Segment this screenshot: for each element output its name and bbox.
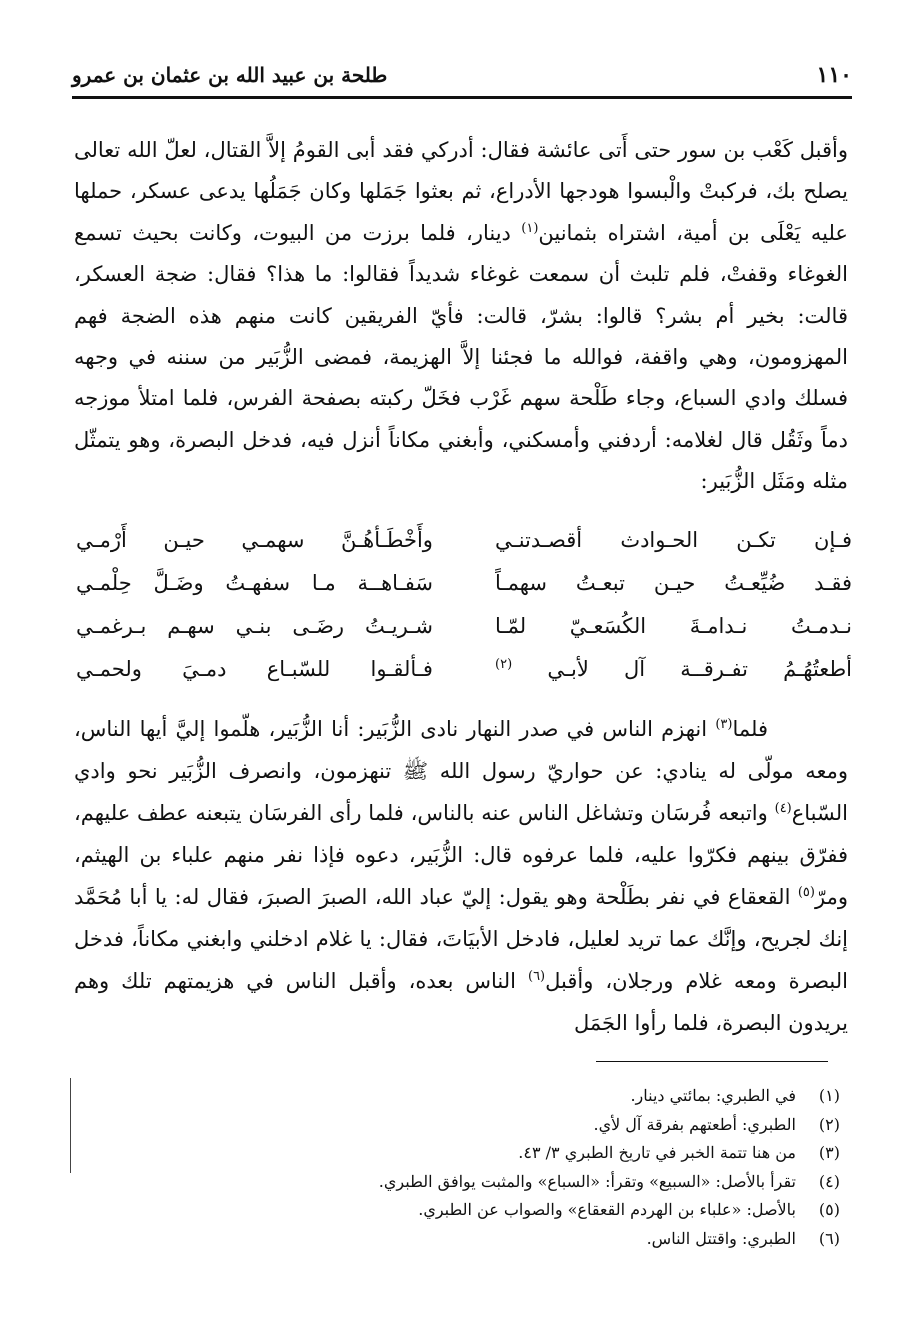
footnote-marker[interactable]: (٤)	[774, 801, 792, 816]
verse-row	[76, 561, 852, 604]
verse-text: أطعتُهُـمُ تفـرقــة آل لأبـي	[547, 656, 852, 681]
footnote-marker[interactable]: (٣)	[715, 717, 733, 732]
verse-first-hemistich	[495, 657, 852, 681]
text-line: وأقبل كَعْب بن سور حتى أَتى عائشة فقال: أدركي فقد أبى القومُ إلاَّ القتال، لعلّ الله	[127, 138, 848, 162]
text-line: فقال: ضجة العسكر، قالت: بخير أم بشر؟ قالوا: بشرّ، قالت: فأيّ الفريقين كانت	[74, 262, 848, 328]
page-header	[72, 58, 852, 92]
verse-second-hemistich: فـألقـوا للسّبـاع دمـيَ ولحمـي	[76, 656, 433, 681]
verse-second-hemistich: سَفـاهــة مـا سفهـتُ وضَـلَّ حِلْمـي	[76, 570, 433, 595]
text-line: الزُّبَير من سننه في وجهه فسلك وادي السباع، وجاء طَلْحة سهم غَرْب فخَلّ ركبته	[74, 345, 848, 411]
footnote-text: من هنا تتمة الخبر في تاريخ الطبري ٣/ ٤٣.	[518, 1143, 796, 1162]
main-paragraph	[74, 130, 848, 503]
text-line: علباء بن الهيثم، ومرّ	[74, 843, 848, 909]
footnote-text: الطبري: واقتتل الناس.	[646, 1228, 796, 1248]
text-line: تعالى يصلح بك، فركبتْ والْبسوا هودجها الأدراع، ثم بعثوا جَمَلها وكان جَمَلُها يدعى	[74, 138, 848, 204]
footnote-item	[80, 1225, 840, 1254]
footnote-number: (٣)	[818, 1143, 840, 1162]
second-paragraph	[74, 708, 848, 1044]
text-line: مكاناً أنزل فيه، فدخل البصرة، وهو يتمثّل مثله ومَثَل الزُّبَير:	[74, 427, 848, 494]
verse-second-hemistich: شـريـتُ رضَـى بنـي سهـم بـرغمـي	[76, 613, 433, 638]
verse-second-hemistich: وأَخْطَـأهُـنَّ سهمـي حيـن أَرْمـي	[76, 527, 433, 552]
text-line: فلما	[732, 717, 768, 741]
footnote-item	[80, 1111, 840, 1140]
page-number: ١١٠	[816, 62, 852, 88]
verse-first-hemistich: فقـد ضُيِّعـتُ حيـن تبعـتُ سهمـاً	[495, 570, 852, 595]
footnote-text: في الطبري: بمائتي دينار.	[630, 1086, 796, 1105]
footnote-number: (٥)	[818, 1200, 840, 1219]
text-line: بصفحة الفرس، فلما امتلأ موزجه دماً وثَقُل قال لغلامه: أردفني وأمسكني، وأبغني	[74, 386, 848, 452]
footnote-number: (١)	[818, 1086, 840, 1105]
footnote-item	[80, 1168, 840, 1197]
poem-verses	[76, 518, 852, 690]
verse-row	[76, 604, 852, 647]
verse-first-hemistich: فـإن تكـن الحـوادث أقصـدتنـي	[495, 527, 852, 552]
footnote-text: الطبري: أطعتهم بفرقة آل لأي.	[593, 1114, 796, 1134]
verse-row	[76, 518, 852, 561]
footnote-marker[interactable]: (٢)	[495, 656, 513, 672]
margin-mark	[70, 1078, 71, 1173]
footnote-marker[interactable]: (٦)	[527, 969, 546, 984]
footnote-item	[80, 1139, 840, 1168]
verse-first-hemistich: نـدمـتُ نـدامـةَ الكُسَعـيّ لمّـا	[495, 613, 852, 638]
text-line: واتبعه فُرسَان وتشاغل الناس عنه بالناس، فلما رأى الفرسَان يتبعنه	[195, 801, 768, 825]
footnotes	[80, 1082, 840, 1253]
footnote-number: (٤)	[818, 1171, 840, 1191]
footnote-item	[80, 1082, 840, 1111]
footnote-item	[80, 1196, 840, 1225]
text-line: فقال: يا غلام ادخلني وابغني مكاناً، فدخل البصرة ومعه غلام ورجلان، وأقبل	[74, 927, 848, 993]
running-title: طلحة بن عبيد الله بن عثمان بن عمرو	[72, 63, 388, 87]
verse-row	[76, 647, 852, 690]
footnote-number: (٢)	[818, 1114, 840, 1134]
footnote-marker[interactable]: (٥)	[797, 885, 815, 900]
text-line: انهزم الناس في صدر النهار نادى الزُّبَير: أنا الزُّبَير، هلّموا إليَّ أيها	[139, 717, 708, 741]
footnote-marker[interactable]: (١)	[521, 220, 539, 236]
text-line: القعقاع في نفر بطَلْحة وهو يقول: إليّ عباد الله، الصبرَ	[319, 885, 791, 909]
footnote-text: بالأصل: «علباء بن الهردم القعقاع» والصواب عن الطبري.	[418, 1200, 796, 1219]
text-line: الناس بعده، وأقبل الناس في هزيمتهم تلك وهم يريدون البصرة، فلما رأوا الجَمَل	[74, 969, 848, 1035]
text-line: الصبرَ، فقال له: يا أبا مُحَمَّد إنك لجريح، وإنَّك عما تريد لعليل، فادخل الأبيَاتَ،	[74, 885, 848, 951]
text-line: عطف عليهم، ففرّق بينهم فكرّوا عليه، فلما عرفوه قال: الزُّبَير، دعوه فإذا نفر منهم	[74, 801, 848, 867]
text-line: وادي السّباع	[74, 759, 848, 825]
text-line: الناس، ومعه مولّى له ينادي: عن حواريّ رسول الله ﷺ تنهزمون، وانصرف الزُّبَير نحو	[74, 717, 848, 783]
text-line: وكانت بحيث تسمع الغوغاء وقفتْ، فلم تلبث أن سمعت غوغاء شديداً فقالوا: ما هذا؟	[74, 220, 849, 287]
text-line: عسكر، حملها عليه يَعْلَى بن أمية، اشتراه بثمانين	[74, 179, 848, 245]
footnote-separator	[596, 1061, 828, 1062]
footnote-number: (٦)	[818, 1228, 840, 1248]
text-line: منهم هذه الضجة فهم المهزومون، وهي واقفة، فوالله ما فجئنا إلاَّ الهزيمة، فمضى	[74, 303, 848, 370]
text-line: دينار، فلما برزت من البيوت،	[252, 220, 511, 245]
header-rule	[72, 96, 852, 99]
footnote-text: تقرأ بالأصل: «السبيع» وتقرأ: «السباع» والمثبت يوافق الطبري.	[378, 1171, 796, 1191]
